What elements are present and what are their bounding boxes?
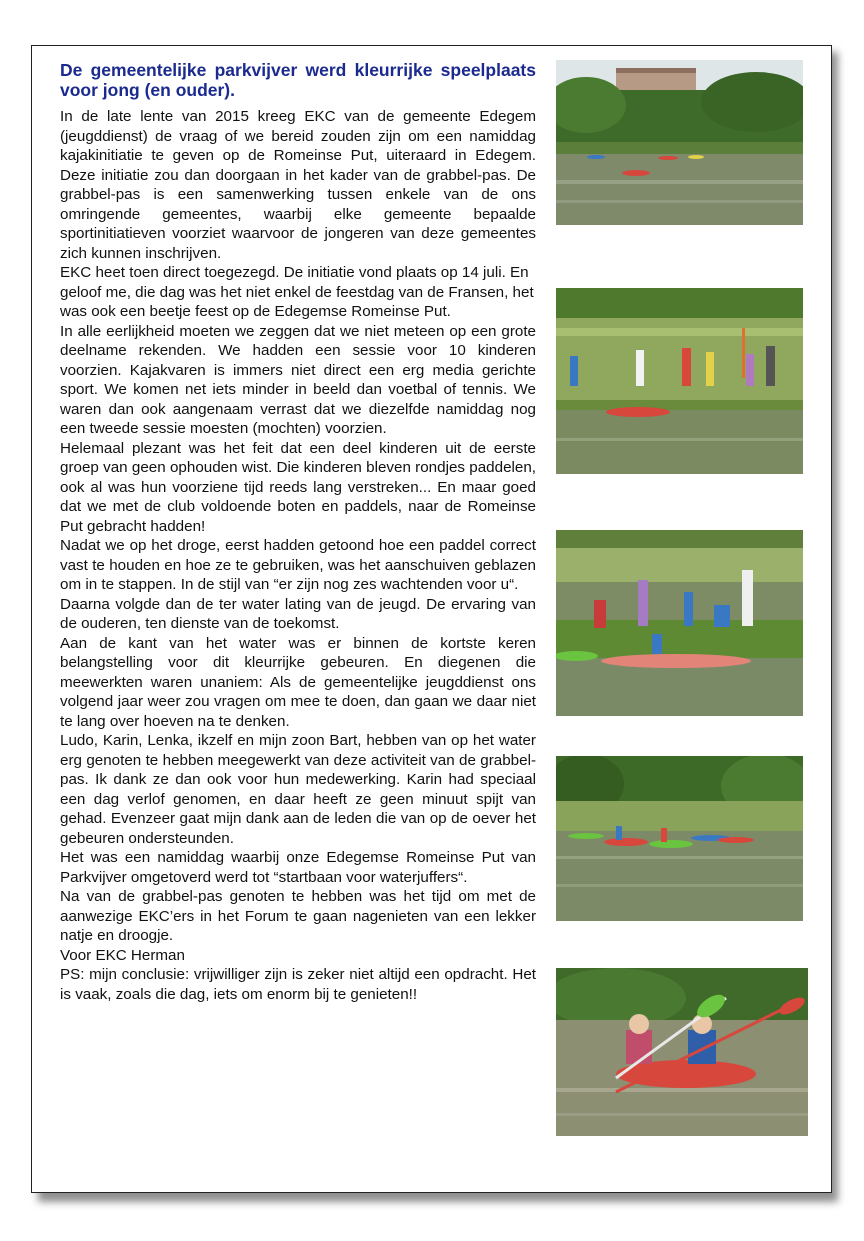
paragraph-paddling: Helemaal plezant was het feit dat een deel kinderen uit de eerste groep van geen ophouden wist. Die kinderen bleven rondjes paddelen, ook al was hun voorziene tijd reeds lang verstreken... En maar goed dat we met de club voldoende boten en paddels, naar de Romeinse Put gebracht hadden! xyxy=(60,439,536,535)
photo-kayaks-on-water xyxy=(556,756,803,921)
paragraph-forum: Na van de grabbel-pas genoten te hebben was het tijd om met de aanwezige EKC’ers in het Forum te gaan nagenieten van een lekker natje en droogje. xyxy=(60,888,536,944)
paragraph-participation: In alle eerlijkheid moeten we zeggen dat we niet meteen op een grote deelname rekenden. We hadden een sessie voor 10 kinderen voorzien. Kajakvaren is immers niet direct een erg media gerichte sport. We komen net iets minder in beeld dan voetbal of tennis. We waren dan ook aangenaam verrast dat we diezelfde namiddag nog een tweede sessie moesten (mochten) voorzien. xyxy=(60,322,536,437)
newsletter-page xyxy=(31,45,832,1193)
paragraph-thanks: Ludo, Karin, Lenka, ikzelf en mijn zoon Bart, hebben van op het water erg genoten te hebben meegewerkt van deze activiteit van de grabbel-pas. Ik dank ze dan ook voor hun medewerking. Karin had speciaal een dag verlof genomen, en daar heeft ze geen minuut spijt van gehad. Evenzeer gaat mijn dank aan de leden die van op de oever het gebeuren ondersteunden. xyxy=(60,732,536,847)
photo-kids-on-bank xyxy=(556,288,803,474)
paragraph-instruction: Nadat we op het droge, eerst hadden getoond hoe een paddel correct vast te houden en hoe ze te gebruiken, was het aanschuiven geblazen om in te stappen. In de stijl van “er zijn nog zes wachtenden voor u“. xyxy=(60,537,536,593)
paragraph-interest: Aan de kant van het water was er binnen de kortste keren belangstelling voor dit kleurrijke gebeuren. En diegenen die meewerkten waren unaniem: Als de gemeentelijke jeugddienst ons volgend jaar weer zou vragen om mee te doen, dan gaan we daar niet te lang over hoeven na te denken. xyxy=(60,634,536,730)
signature: Voor EKC Herman xyxy=(60,946,185,964)
article-title: De gemeentelijke parkvijver werd kleurrijke speelplaats voor jong (en ouder). xyxy=(60,60,536,100)
photo-two-kids-kayak xyxy=(556,968,808,1136)
paragraph-agreement: EKC heet toen direct toegezegd. De initiatie vond plaats op 14 juli. En geloof me, die dag was het niet enkel de feestdag van de Fransen, het was ook een beetje feest op de Edegemse Romeinse Put. xyxy=(60,264,534,320)
postscript: PS: mijn conclusie: vrijwilliger zijn is zeker niet altijd een opdracht. Het is vaak, zoals die dag, iets om enorm bij te genieten!! xyxy=(60,966,536,1003)
paragraph-waterjuffers: Het was een namiddag waarbij onze Edegemse Romeinse Put van Parkvijver omgetoverd werd tot “startbaan voor waterjuffers“. xyxy=(60,849,536,886)
paragraph-intro: In de late lente van 2015 kreeg EKC van de gemeente Edegem (jeugddienst) de vraag of we bereid zouden zijn om een namiddag kajakinitiatie te geven op de Romeinse Put, uiteraard in Edegem. Deze initiatie zou dan doorgaan in het kader van de grabbel-pas. De grabbel-pas is een samenwerking tussen enkele van de ons omringende gemeentes, waarbij elke gemeente bepaalde sportinitiatieven voorziet waarvoor de jongeren van deze gemeentes zich kunnen inschrijven. xyxy=(60,108,536,262)
article-body xyxy=(60,107,536,1004)
paragraph-launch: Daarna volgde dan de ter water lating van de jeugd. De ervaring van de ouderen, ten dienste van de toekomst. xyxy=(60,595,536,632)
photo-paddle-instruction xyxy=(556,530,803,716)
photo-pond-building xyxy=(556,60,803,225)
